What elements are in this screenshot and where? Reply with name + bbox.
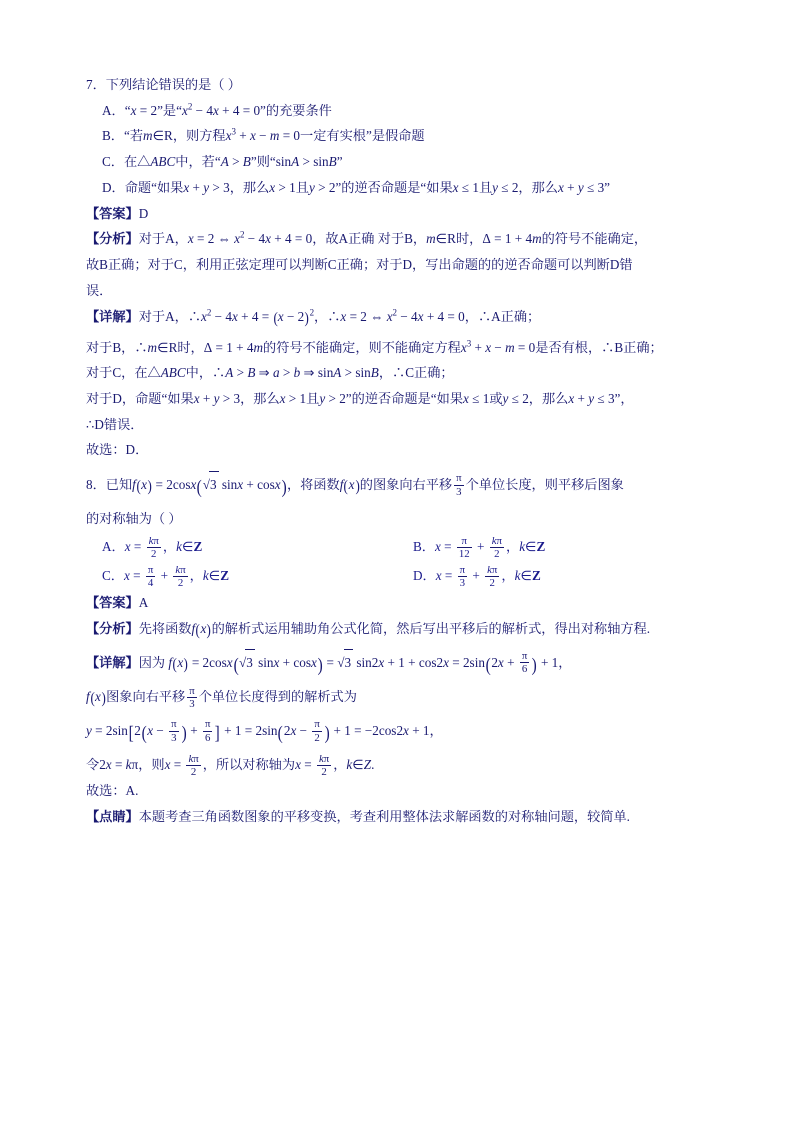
option-b-label: B． [413,539,435,555]
conclusion-text: 故选：D． [86,442,149,458]
analysis-text-1: 对于A，x = 2 ⇔ $x^2 - 4x + 4 = 0$，故A正确 对于B，m∈R时，Δ = 1 + 4m的符号不能确定， [138,230,648,247]
analysis-tag: 【分析】 [86,621,139,637]
option-c-text: x = $\frac{\pi}{4}$ + $\frac{k\pi}{2}$ ，k∈Z [123,563,229,589]
detail-text-4: 对于D，命题“如果x + y > 3，那么x > 1且y > 2”的逆否命题是“如果x ≤ 1或y ≤ 2，那么x + y ≤ 3”， [86,390,634,406]
detail-text-4: 令2x = kπ，则x = $\frac{k\pi}{2}$ ，所以对称轴为x = $\frac{k\pi}{2}$ ，k∈Z. [86,752,375,779]
option-d-label: D． [413,568,436,584]
option-a-text: x = $\frac{k\pi}{2}$ ，k∈Z [124,534,203,560]
question-7-analysis-line-3 [86,278,708,304]
option-d-label: D． [102,179,125,195]
question-7-option-b[interactable] [86,123,708,149]
question-8-analysis [86,616,708,647]
question-7-detail-line-2 [86,335,708,361]
question-8-options-row-2 [86,561,708,590]
question-7-detail-line-5 [86,412,708,438]
detail-text-1: 对于A，$\therefore x^2 - 4x + 4 = (x - 2)^2$，∴x = 2 ⇔ $x^2 - 4x + 4 = 0$，∴A正确； [138,307,541,327]
analysis-tag: 【分析】 [86,231,139,247]
question-8-stem-line-2 [86,506,708,532]
question-7-number: 7 [86,77,93,92]
question-7-answer [86,201,708,227]
question-8-answer [86,590,708,616]
detail-tag: 【详解】 [86,308,139,324]
question-8-option-a[interactable] [86,532,397,561]
question-8-option-b[interactable] [397,532,708,561]
question-7-option-a[interactable] [86,98,708,124]
question-7-analysis-line-1 [86,226,708,252]
option-d-text: 命题“如果x + y > 3，那么x > 1且y > 2”的逆否命题是“如果x ≤ 1且y ≤ 2，那么x + y ≤ 3” [124,179,611,195]
question-7-detail-line-4 [86,386,708,412]
option-d-text: x = $\frac{\pi}{3}$ + $\frac{k\pi}{2}$ ，k∈Z [435,563,541,589]
question-8-option-c[interactable] [86,561,397,590]
option-c-text: 在△ABC中，若“A > B”则“sinA > sinB” [123,154,343,170]
answer-tag: 【答案】 [86,205,139,221]
question-8-highlight [86,804,708,830]
question-7-stem: 7．下列结论错误的是（ ） [86,77,241,92]
question-7-detail-line-1 [86,304,708,335]
question-8-detail-line-2 [86,684,708,715]
conclusion-text: 故选：A. [86,783,139,799]
question-8-conclusion [86,778,708,804]
question-7-detail-line-3 [86,360,708,386]
answer-value: A [138,595,149,611]
detail-text-2: f(x)图象向右平移 $\frac{\pi}{3}$ 个单位长度得到的解析式为 [86,684,357,710]
question-8-detail-line-1 [86,647,708,684]
question-8-stem-line-1: 8．已知f(x) = 2cosx(√3 sinx + cosx)，将函数f(x)的图象向右平移 $\frac{\pi}{3}$ 个单位长度，则平移后图象 [86,472,624,499]
question-8-options-row-1 [86,532,708,561]
option-b-label: B． [102,128,124,144]
question-8-number: 8 [86,476,93,492]
question-8-option-d[interactable] [397,561,708,590]
highlight-text: 本题考查三角函数图象的平移变换，考查利用整体法求解函数的对称轴问题，较简单. [138,808,630,824]
detail-text-1: 因为 f(x) = 2cosx(√3 sinx + cosx) = √3 sin2x + 1 + cos2x = 2sin(2x + $\frac{\pi}{6}$ ) + 1， [138,650,572,676]
option-c-label: C． [102,568,124,584]
answer-tag: 【答案】 [86,595,139,611]
option-a-label: A． [102,539,125,555]
option-a-label: A． [102,102,125,118]
detail-text-2: 对于B，∴m∈R时，Δ = 1 + 4m的符号不能确定，则不能确定方程$x^3 + x - m = 0$是否有根，∴B正确； [86,338,663,355]
analysis-text-2: 故B正确；对于C，利用正弦定理可以判断C正确；对于D，写出命题的的逆否命题可以判断D错 [86,257,633,273]
option-b-text: “若m∈R，则方程$x^3 + x - m = 0$一定有实根”是假命题 [123,127,425,144]
option-c-label: C． [102,154,124,170]
detail-text-5: ∴D错误． [86,416,144,432]
option-a-text: “x = 2”是“$x^2 - 4x + 4 = 0$”的充要条件 [124,101,332,118]
detail-tag: 【详解】 [86,654,139,670]
question-7-analysis-line-2 [86,252,708,278]
option-b-text: x = $\frac{\pi}{12}$ + $\frac{k\pi}{2}$ ，k∈Z [434,534,546,560]
answer-value: D [138,205,149,221]
analysis-text: 先将函数f(x)的解析式运用辅助角公式化简，然后写出平移后的解析式，得出对称轴方程. [138,621,651,640]
question-8-stem-text-2: 的对称轴为（ ） [86,511,182,527]
question-8-detail-line-4 [86,752,708,778]
detail-text-3: y = 2sin[2(x − $\frac{\pi}{3}$ ) + $\frac{\pi}{6}$ ] + 1 = 2sin(2x − $\frac{\pi}{2}$ ) + 1 = −2cos2x + 1， [86,718,443,745]
question-7-conclusion [86,437,708,463]
question-7-option-c[interactable] [86,149,708,175]
highlight-tag: 【点睛】 [86,808,139,824]
analysis-text-3: 误． [86,282,113,298]
question-8-detail-line-3 [86,715,708,752]
question-7-stem-text: 下列结论错误的是（ ） [105,77,241,92]
detail-text-3: 对于C，在△ABC中，∴A > B ⇒ a > b ⇒ sinA > sinB，∴C正确； [86,365,454,381]
question-7-option-d[interactable] [86,175,708,201]
